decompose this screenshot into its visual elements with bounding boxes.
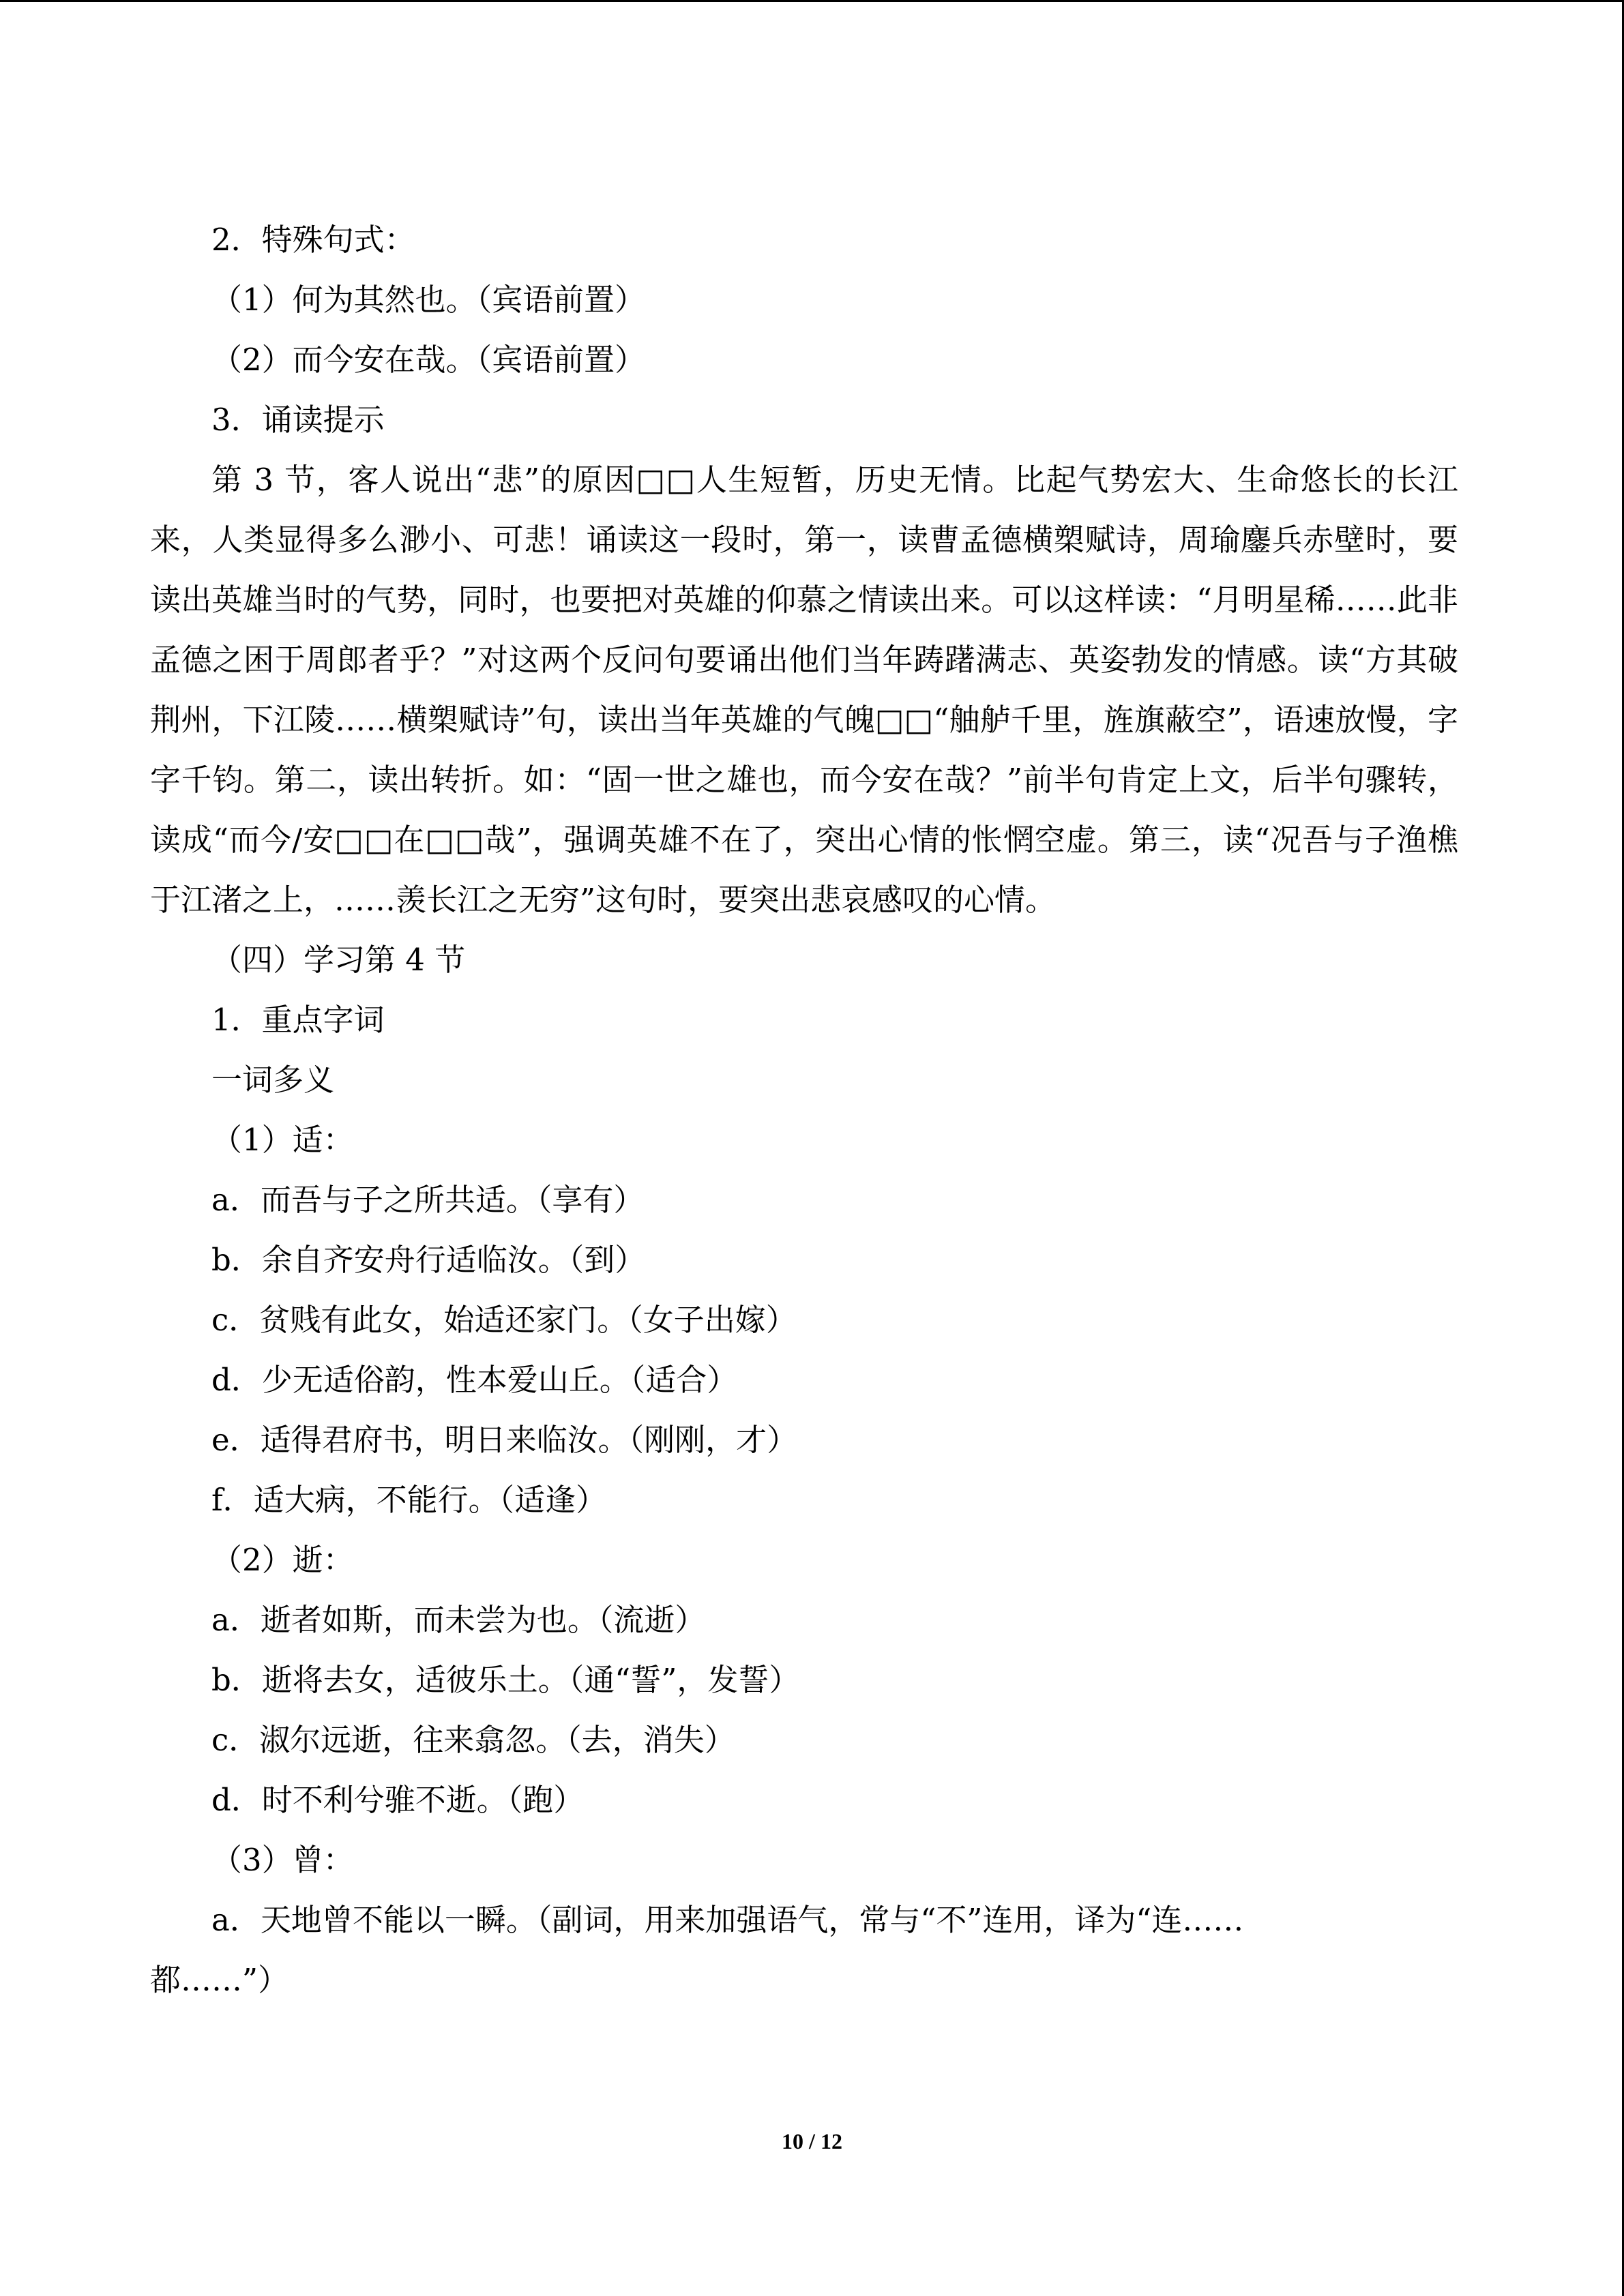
list-item: （2）而今安在哉。（宾语前置） bbox=[211, 342, 646, 378]
word-heading: （2）逝： bbox=[211, 1542, 354, 1578]
list-item: a．天地曾不能以一瞬。（副词，用来加强语气，常与“不”连用，译为“连…… bbox=[211, 1902, 1244, 1938]
list-item: c．淑尔远逝，往来翕忽。（去，消失） bbox=[211, 1722, 735, 1758]
word-heading: （1）适： bbox=[211, 1122, 354, 1158]
page-number: 10 / 12 bbox=[782, 2129, 842, 2153]
heading-reading-tips: 3．诵读提示 bbox=[211, 402, 385, 438]
subheading-key-words: 1．重点字词 bbox=[211, 1002, 385, 1038]
list-item: f．适大病，不能行。（适逢） bbox=[211, 1482, 607, 1518]
list-item: a．逝者如斯，而未尝为也。（流逝） bbox=[211, 1602, 706, 1638]
list-item: （1）何为其然也。（宾语前置） bbox=[211, 282, 646, 318]
document-body bbox=[150, 210, 1458, 2010]
reading-tips-paragraph: 第 3 节，客人说出“悲”的原因□□人生短暂，历史无情。比起气势宏大、生命悠长的长江来，人类显得多么渺小、可悲！诵读这一段时，第一，读曹孟德横槊赋诗，周瑜鏖兵赤壁时，要读出英雄当时的气势，同时，也要把对英雄的仰慕之情读出来。可以这样读：“月明星稀……此非孟德之困于周郎者乎？”对这两个反问句要诵出他们当年踌躇满志、英姿勃发的情感。读“方其破荆州，下江陵……横槊赋诗”句，读出当年英雄的气魄□□“舳舻千里，旌旗蔽空”，语速放慢，字字千钧。第二，读出转折。如：“固一世之雄也，而今安在哉？”前半句肯定上文，后半句骤转，读成“而今/安□□在□□哉”，强调英雄不在了，突出心情的怅惘空虚。第三，读“况吾与子渔樵于江渚之上，……羡长江之无穷”这句时，要突出悲哀感叹的心情。 bbox=[150, 462, 1458, 918]
subheading-polysemy: 一词多义 bbox=[211, 1062, 335, 1098]
list-item-continuation: 都……”） bbox=[150, 1962, 289, 1998]
section-heading: （四）学习第 4 节 bbox=[211, 942, 466, 978]
word-heading: （3）曾： bbox=[211, 1842, 354, 1878]
list-item: c．贫贱有此女，始适还家门。（女子出嫁） bbox=[211, 1302, 797, 1338]
list-item: e．适得君府书，明日来临汝。（刚刚，才） bbox=[211, 1422, 798, 1458]
list-item: d．少无适俗韵，性本爱山丘。（适合） bbox=[211, 1362, 738, 1398]
list-item: a．而吾与子之所共适。（享有） bbox=[211, 1182, 645, 1218]
list-item: d．时不利兮骓不逝。（跑） bbox=[211, 1782, 585, 1818]
page-top-border bbox=[0, 0, 1624, 2]
heading-special-syntax: 2．特殊句式： bbox=[211, 222, 415, 258]
list-item: b．余自齐安舟行适临汝。（到） bbox=[211, 1242, 646, 1278]
list-item: b．逝将去女，适彼乐土。（通“誓”，发誓） bbox=[211, 1662, 800, 1698]
